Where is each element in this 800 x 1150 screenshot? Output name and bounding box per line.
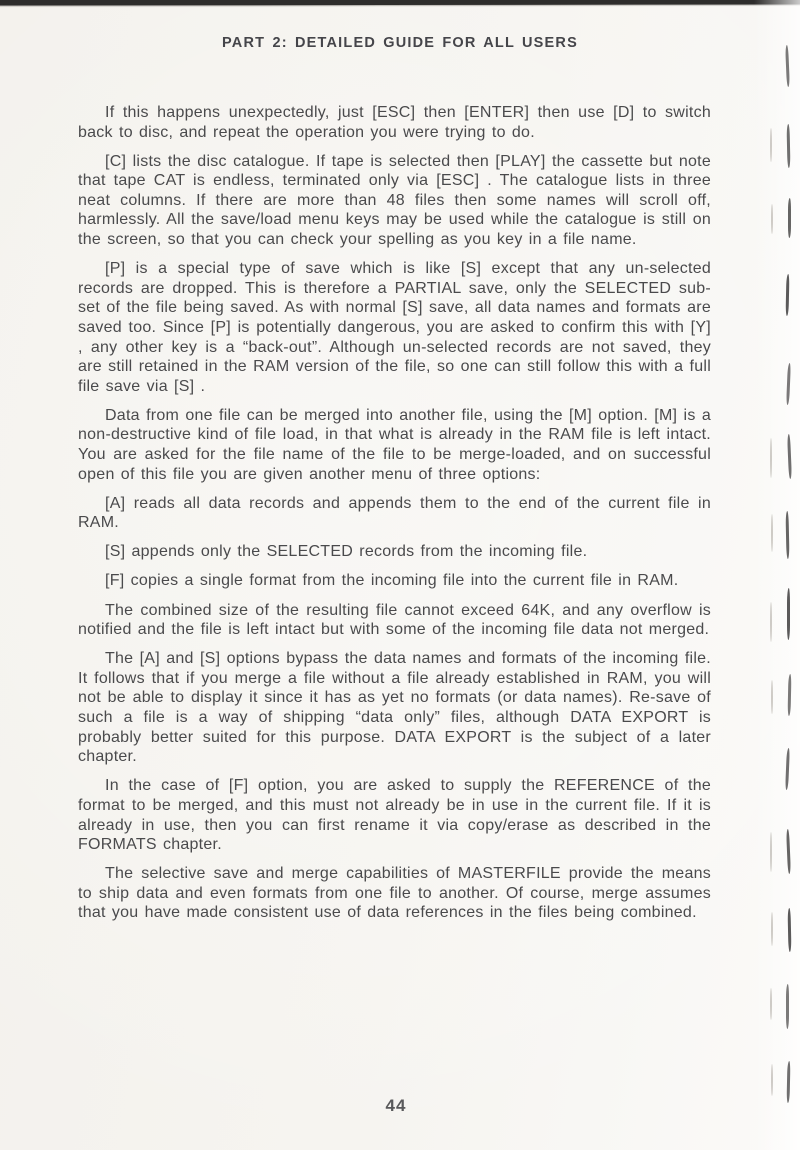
- scan-artifact-mark-faint: [770, 128, 772, 162]
- scan-artifact-mark: [786, 984, 789, 1029]
- scan-artifact-mark-faint: [771, 912, 773, 946]
- page-number: 44: [385, 1096, 407, 1115]
- paragraph: [C] lists the disc catalogue. If tape is selected then [PLAY] the cassette but note that tape CAT is endless, terminated only via [ESC] . The catalogue lists in three neat columns. If there are more than 48 files then some names will scroll off, harmlessly. All the save/load menu keys may be used while the catalogue is still on the screen, so that you can check your spelling as you key in a file name.: [78, 152, 711, 249]
- paragraph: The [A] and [S] options bypass the data names and formats of the incoming file. It follows that if you merge a file without a file already established in RAM, you will not be able to display it since it has as yet no formats (or data names). Re-save of such a file is a way of shipping “data only” files, although DATA EXPORT is probably better suited for this purpose. DATA EXPORT is the subject of a later chapter.: [78, 650, 711, 766]
- scan-artifact-mark-faint: [770, 602, 772, 642]
- paragraph: In the case of [F] option, you are asked to supply the REFERENCE of the format to be merged, and this must not already be in use in the current file. If it is already in use, then you can first rename it via copy/erase as described in the FORMATS chapter.: [78, 777, 711, 854]
- scan-artifact-mark-faint: [770, 832, 772, 872]
- scan-artifact-mark-faint: [770, 988, 772, 1020]
- scan-artifact-mark-faint: [771, 204, 773, 234]
- paragraph: The combined size of the resulting file cannot exceed 64K, and any overflow is notified and the file is left intact but with some of the incoming file data not merged.: [78, 601, 711, 639]
- scan-artifact-mark-faint: [771, 1064, 773, 1096]
- scan-artifact-mark: [787, 588, 790, 640]
- scan-artifact-mark: [788, 198, 791, 238]
- body-text: [78, 103, 711, 932]
- page-edge-shadow: [754, 0, 800, 1150]
- scan-artifact-mark-faint: [771, 680, 773, 714]
- paragraph: The selective save and merge capabilities of MASTERFILE provide the means to ship data and even formats from one file to another. Of course, merge assumes that you have made consistent use of data references in the files being combined.: [78, 865, 711, 922]
- running-header: PART 2: DETAILED GUIDE FOR ALL USERS: [222, 35, 578, 51]
- paragraph: [A] reads all data records and appends them to the end of the current file in RAM.: [78, 494, 711, 532]
- scan-edge-strip: [0, 0, 800, 6]
- paragraph: If this happens unexpectedly, just [ESC] then [ENTER] then use [D] to switch back to disc, and repeat the operation you were trying to do.: [78, 104, 711, 141]
- scan-artifact-mark-faint: [770, 438, 772, 478]
- paragraph: [P] is a special type of save which is like [S] except that any un-selected records are dropped. This is therefore a PARTIAL save, only the SELECTED sub-set of the file being saved. As with normal [S] save, all data names and formats are saved too. Since [P] is potentially dangerous, you are asked to confirm this with [Y] , any other key is a “back-out”. Although un-selected records are not saved, they are still retained in the RAM version of the file, so one can still follow this with a full file save via [S] .: [78, 260, 711, 395]
- paragraph: [F] copies a single format from the incoming file into the current file in RAM.: [105, 572, 679, 590]
- scan-artifact-mark-faint: [771, 514, 773, 552]
- paragraph: Data from one file can be merged into another file, using the [M] option. [M] is a non-destructive kind of file load, in that what is already in the RAM file is left intact. You are asked for the file name of the file to be merge-loaded, and on successful open of this file you are given another menu of three options:: [78, 406, 711, 483]
- paragraph: [S] appends only the SELECTED records from the incoming file.: [105, 543, 588, 561]
